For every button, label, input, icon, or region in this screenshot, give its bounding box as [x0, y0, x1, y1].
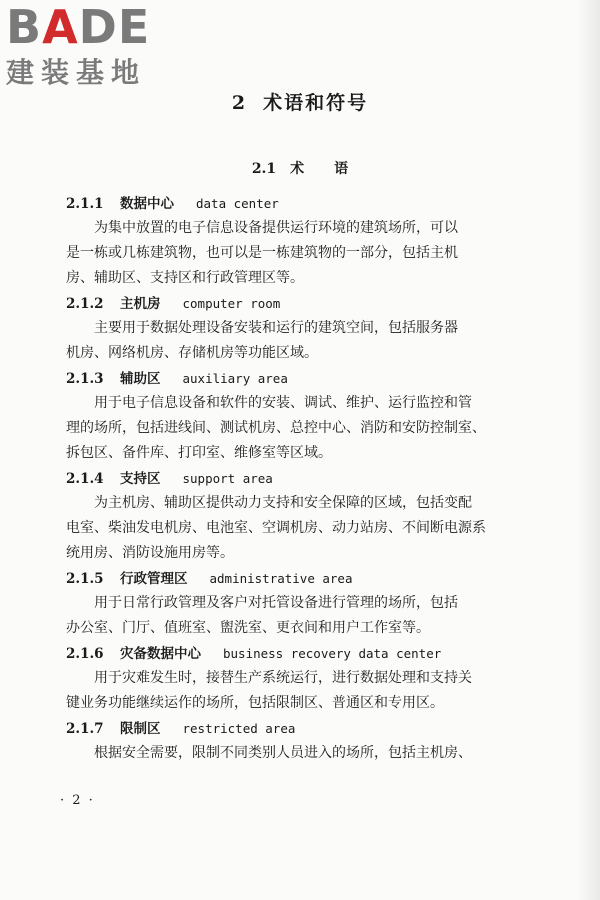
page-edge-shadow [578, 0, 600, 900]
term-heading [66, 191, 536, 216]
term-heading [66, 716, 536, 741]
definition-line: 拆包区、备件库、打印室、维修室等区域。 [66, 445, 332, 461]
chapter-number: 2 [231, 92, 248, 114]
term-chinese-name: 行政管理区 [120, 571, 188, 587]
term-chinese-name: 限制区 [120, 721, 161, 737]
term-chinese-name: 灾备数据中心 [120, 646, 201, 662]
page-number: · 2 · [60, 793, 95, 808]
term-entry [66, 366, 536, 466]
term-heading [66, 641, 536, 666]
term-entry [66, 291, 536, 366]
term-entry [66, 641, 536, 716]
definition-line: 用于灾难发生时，接替生产系统运行，进行数据处理和支持关 [94, 670, 472, 686]
term-chinese-name: 支持区 [120, 471, 161, 487]
logo-chinese-text: 建装基地 [6, 56, 147, 89]
term-definition [66, 316, 536, 366]
definition-line: 机房、网络机房、存储机房等功能区域。 [66, 345, 318, 361]
term-chinese-name: 数据中心 [120, 196, 174, 212]
definition-line: 电室、柴油发电机房、电池室、空调机房、动力站房、不间断电源系 [66, 520, 486, 536]
term-english-name: data center [196, 196, 279, 211]
section-number: 2.1 [251, 161, 277, 177]
definition-line: 理的场所，包括进线间、测试机房、总控中心、消防和安防控制室、 [66, 420, 486, 436]
term-definition [66, 216, 536, 291]
definition-line: 办公室、门厅、值班室、盥洗室、更衣间和用户工作室等。 [66, 620, 430, 636]
term-definition [66, 591, 536, 641]
definition-line: 为集中放置的电子信息设备提供运行环境的建筑场所，可以 [94, 220, 458, 236]
term-english-name: auxiliary area [182, 371, 288, 386]
term-entry [66, 191, 536, 291]
terms-list [66, 191, 536, 766]
definition-line: 根据安全需要，限制不同类别人员进入的场所，包括主机房、 [94, 745, 472, 761]
term-entry [66, 466, 536, 566]
term-number: 2.1.3 [66, 371, 104, 387]
term-definition [66, 741, 536, 766]
term-number: 2.1.4 [66, 471, 104, 487]
term-english-name: computer room [182, 296, 281, 311]
term-english-name: support area [182, 471, 273, 486]
term-heading [66, 366, 536, 391]
definition-line: 主要用于数据处理设备安装和运行的建筑空间，包括服务器 [94, 320, 458, 336]
definition-line: 统用房、消防设施用房等。 [66, 545, 234, 561]
term-english-name: business recovery data center [223, 646, 442, 661]
definition-line: 用于电子信息设备和软件的安装、调试、维护、运行监控和管 [94, 395, 472, 411]
definition-line: 键业务功能继续运作的场所，包括限制区、普通区和专用区。 [66, 695, 444, 711]
term-entry [66, 716, 536, 766]
logo-wordmark: BADE [6, 0, 151, 54]
definition-line: 房、辅助区、支持区和行政管理区等。 [66, 270, 304, 286]
definition-line: 用于日常行政管理及客户对托管设备进行管理的场所，包括 [94, 595, 458, 611]
definition-line: 为主机房、辅助区提供动力支持和安全保障的区域，包括变配 [94, 495, 472, 511]
term-number: 2.1.5 [66, 571, 104, 587]
section-title: 2.1 术 语 [251, 161, 349, 177]
term-chinese-name: 主机房 [120, 296, 161, 312]
term-entry [66, 566, 536, 641]
term-heading [66, 566, 536, 591]
term-english-name: restricted area [182, 721, 296, 736]
term-definition [66, 391, 536, 466]
chapter-title [0, 88, 600, 115]
term-english-name: administrative area [209, 571, 353, 586]
bade-logo [6, 0, 176, 90]
term-number: 2.1.1 [66, 196, 104, 212]
definition-line: 是一栋或几栋建筑物，也可以是一栋建筑物的一部分，包括主机 [66, 245, 458, 261]
term-number: 2.1.2 [66, 296, 104, 312]
term-number: 2.1.6 [66, 646, 104, 662]
term-definition [66, 491, 536, 566]
chapter-title-text: 术语和符号 [263, 92, 369, 114]
term-chinese-name: 辅助区 [120, 371, 161, 387]
term-heading [66, 291, 536, 316]
term-heading [66, 466, 536, 491]
term-definition [66, 666, 536, 716]
term-number: 2.1.7 [66, 721, 104, 737]
